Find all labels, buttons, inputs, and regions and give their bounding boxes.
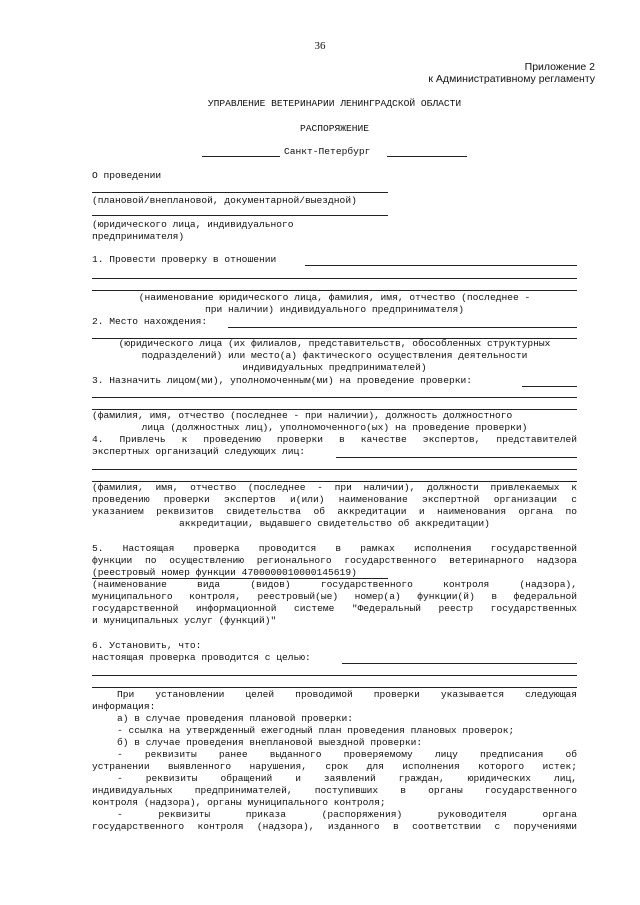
section-5-line-7: и муниципальных услуг (функций)"	[92, 615, 277, 626]
entity-blank-line	[92, 215, 388, 216]
page-number: 36	[314, 40, 326, 52]
section-2-hint-2: подразделений) или место(а) фактического осуществления деятельности	[141, 350, 528, 361]
check-type-hint: (плановой/внеплановой, документарной/выездной)	[92, 195, 357, 206]
entity-hint-1: (юридического лица, индивидуального	[92, 219, 294, 230]
section-4-hint-1: (фамилия, имя, отчество (последнее - при наличии), должности привлекаемых к	[92, 482, 577, 493]
number-blank-line	[387, 156, 467, 157]
section-5-line-1: 5. Настоящая проверка проводится в рамках исполнения государственной	[92, 543, 577, 554]
section-6-blank-line-1	[92, 675, 577, 676]
info-line-9: индивидуальных предпринимателей, поступивших в органы государственного	[92, 785, 577, 796]
appendix-line-1: Приложение 2	[524, 61, 595, 73]
section-3-blank-line-1	[92, 397, 577, 398]
section-3-hint-2: лица (должностных лиц), уполномоченного(ых) на проведение проверки)	[141, 422, 528, 433]
section-5-line-3: (реестровый номер функции 4700000010000145619)	[92, 567, 357, 578]
section-2-text: 2. Место нахождения:	[92, 316, 208, 327]
info-line-8: - реквизиты обращений и заявлений граждан, юридических лиц,	[117, 773, 577, 784]
section-4-text-2: экспертных организаций следующих лиц:	[92, 446, 306, 457]
section-4-blank-line-1	[92, 469, 577, 470]
info-line-10: контроля (надзора), органы муниципального контроля;	[92, 797, 386, 808]
section-4-blank-inline	[336, 457, 577, 458]
info-line-6: - реквизиты ранее выданного проверяемому лицу предписания об	[117, 749, 577, 760]
section-1-hint-2: при наличии) индивидуального предпринимателя)	[204, 304, 465, 315]
section-4-hint-2: проведению проверки экспертов и(или) наименование экспертной организации с	[92, 494, 577, 505]
section-3-hint-1: (фамилия, имя, отчество (последнее - при наличии), должность должностного	[92, 410, 513, 421]
section-5-line-4: (наименование вида (видов) государственного контроля (надзора),	[92, 579, 577, 590]
organization-title: УПРАВЛЕНИЕ ВЕТЕРИНАРИИ ЛЕНИНГРАДСКОЙ ОБЛАСТИ	[207, 98, 462, 109]
section-2-blank-inline	[228, 327, 577, 328]
section-5-line-5: муниципального контроля, реестровый(ые) номер(а) функции(й) в федеральной	[92, 591, 577, 602]
section-6-line-1: 6. Установить, что:	[92, 640, 202, 651]
section-3-text: 3. Назначить лицом(ми), уполномоченным(ми) на проведение проверки:	[92, 375, 472, 386]
info-line-12: государственного контроля (надзора), изданного в соответствии с поручениями	[92, 821, 577, 832]
city-label: Санкт-Петербург	[284, 146, 371, 157]
date-blank-line	[202, 156, 280, 157]
section-6-line-2: настоящая проверка проводится с целью:	[92, 652, 311, 663]
section-1-blank-line-1	[92, 278, 577, 279]
section-4-text-1: 4. Привлечь к проведению проверки в качестве экспертов, представителей	[92, 434, 577, 445]
about-label: О проведении	[92, 170, 162, 181]
section-1-blank-inline	[305, 265, 577, 266]
section-3-blank-inline	[522, 386, 577, 387]
section-5-line-6: государственной информационной системе "Федеральный реестр государственных	[92, 603, 577, 614]
section-5-line-2: функции по осуществлению регионального государственного ветеринарного надзора	[92, 555, 577, 566]
info-line-5: б) в случае проведения внеплановой выездной проверки:	[117, 737, 423, 748]
info-line-3: а) в случае проведения плановой проверки:	[117, 713, 354, 724]
info-line-2: информация:	[92, 701, 156, 712]
info-line-11: - реквизиты приказа (распоряжения) руководителя органа	[117, 809, 577, 820]
section-1-hint-1: (наименование юридического лица, фамилия, имя, отчество (последнее -	[138, 292, 531, 303]
document-type-title: РАСПОРЯЖЕНИЕ	[299, 123, 370, 134]
section-1-text: 1. Провести проверку в отношении	[92, 254, 277, 265]
section-4-hint-4: аккредитации, выдавшего свидетельство об аккредитации)	[179, 518, 490, 529]
section-6-blank-line-2	[92, 687, 577, 688]
section-2-hint-1: (юридического лица (их филиалов, представительств, обособленных структурных	[118, 338, 551, 349]
info-line-4: - ссылка на утвержденный ежегодный план проведения плановых проверок;	[117, 725, 515, 736]
info-line-7: устранении выявленного нарушения, срок для исполнения которого истек;	[92, 761, 577, 772]
appendix-line-2: к Административному регламенту	[428, 73, 595, 85]
section-6-blank-inline	[342, 663, 577, 664]
check-type-blank-line	[92, 192, 388, 193]
entity-hint-2: предпринимателя)	[92, 231, 185, 242]
section-4-hint-3: указанием реквизитов свидетельства об аккредитации и наименования органа по	[92, 506, 577, 517]
info-line-1: При установлении целей проводимой проверки указывается следующая	[117, 689, 577, 700]
section-2-hint-3: индивидуальных предпринимателей)	[242, 362, 427, 373]
section-1-blank-line-2	[92, 290, 577, 291]
